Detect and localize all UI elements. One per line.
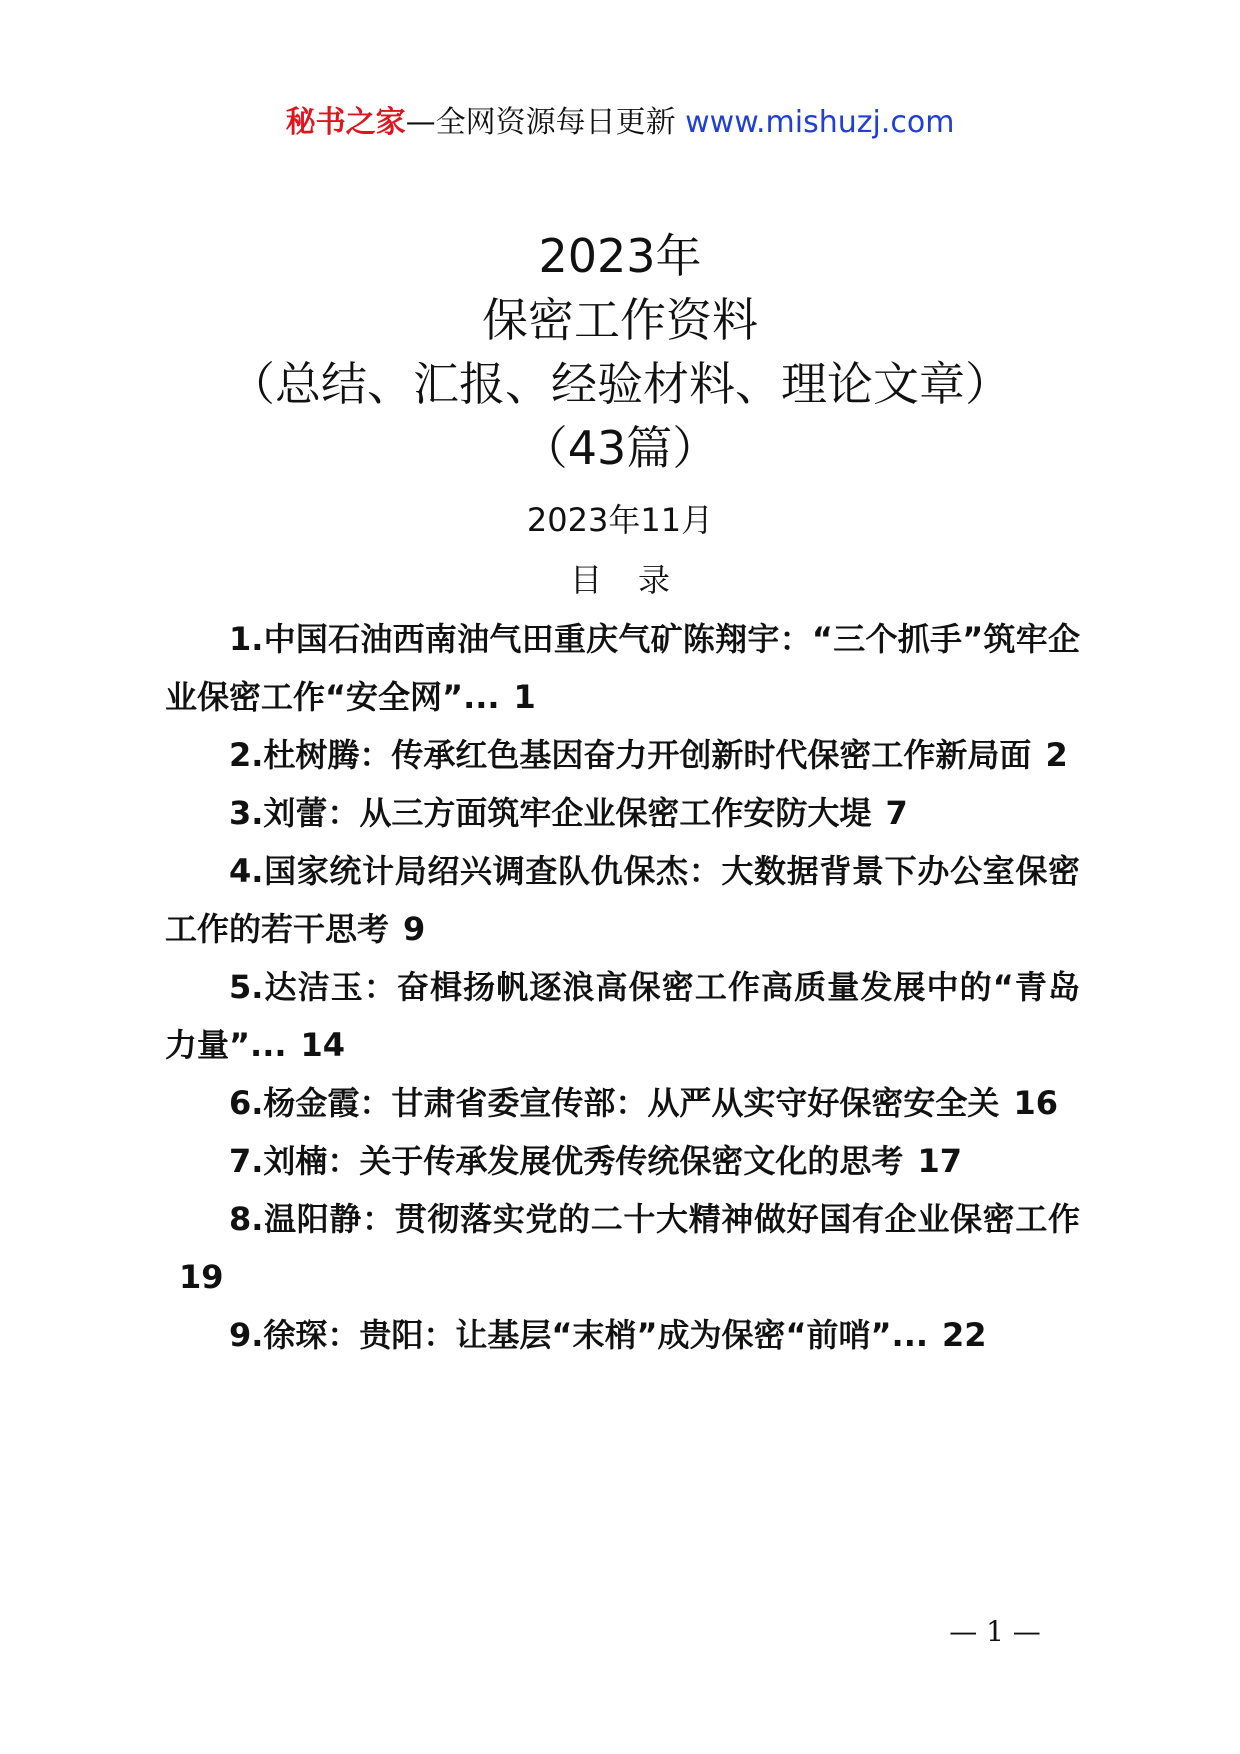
toc-heading: 目录 — [569, 561, 706, 599]
toc-entry-page: 1 — [513, 678, 536, 716]
toc-entry-title: 6.杨金霞：甘肃省委宣传部：从严从实守好保密安全关 — [229, 1084, 1000, 1122]
title-year: 2023年 — [538, 229, 702, 283]
title-main: 保密工作资料 — [482, 293, 758, 347]
toc-entry-page: 19 — [179, 1258, 224, 1296]
toc-entry[interactable] — [165, 1306, 1080, 1364]
toc-entry-page: 7 — [885, 794, 908, 832]
toc-entry[interactable] — [165, 1074, 1080, 1132]
toc-entry[interactable] — [165, 842, 1080, 958]
toc-entry-title: 4.国家统计局绍兴调查队仇保杰：大数据背景下办公室保密工作的若干思考 — [165, 852, 1080, 948]
toc-entry-page: 16 — [1013, 1084, 1058, 1122]
header-slogan: —全网资源每日更新 — [405, 105, 676, 140]
toc-entry-title: 2.杜树腾：传承红色基因奋力开创新时代保密工作新局面 — [229, 736, 1032, 774]
toc-entry[interactable] — [165, 610, 1080, 726]
toc-entry[interactable] — [165, 726, 1080, 784]
page-number: — 1 — — [949, 1615, 1041, 1648]
toc-entry-title: 5.达洁玉：奋楫扬帆逐浪高保密工作高质量发展中的“青岛力量”... — [165, 968, 1080, 1064]
toc-entry-page: 17 — [917, 1142, 962, 1180]
toc-entry-page: 22 — [942, 1316, 987, 1354]
document-title — [0, 224, 1240, 480]
toc-entry-title: 8.温阳静：贯彻落实党的二十大精神做好国有企业保密工作 — [229, 1200, 1080, 1238]
toc-entry-page: 2 — [1045, 736, 1068, 774]
site-url[interactable]: www.mishuzj.com — [685, 105, 955, 140]
toc-entry[interactable] — [165, 958, 1080, 1074]
toc-entry[interactable] — [165, 784, 1080, 842]
toc-entry-title: 7.刘楠：关于传承发展优秀传统保密文化的思考 — [229, 1142, 904, 1180]
site-header — [0, 100, 1240, 146]
title-count: （43篇） — [521, 421, 719, 475]
toc-entry[interactable] — [165, 1190, 1080, 1306]
table-of-contents — [165, 610, 1080, 1364]
toc-entry-page: 9 — [403, 910, 426, 948]
toc-entry-page: 14 — [300, 1026, 346, 1064]
document-date: 2023年11月 — [526, 501, 714, 539]
brand-name: 秘书之家 — [285, 105, 406, 140]
toc-entry-title: 9.徐琛：贵阳：让基层“末梢”成为保密“前哨”... — [229, 1316, 929, 1354]
toc-entry-title: 1.中国石油西南油气田重庆气矿陈翔宇：“三个抓手”筑牢企业保密工作“安全网”... — [165, 620, 1080, 716]
toc-entry-title: 3.刘蕾：从三方面筑牢企业保密工作安防大堤 — [229, 794, 872, 832]
title-subtitle: （总结、汇报、经验材料、理论文章） — [229, 357, 1011, 411]
toc-entry[interactable] — [165, 1132, 1080, 1190]
